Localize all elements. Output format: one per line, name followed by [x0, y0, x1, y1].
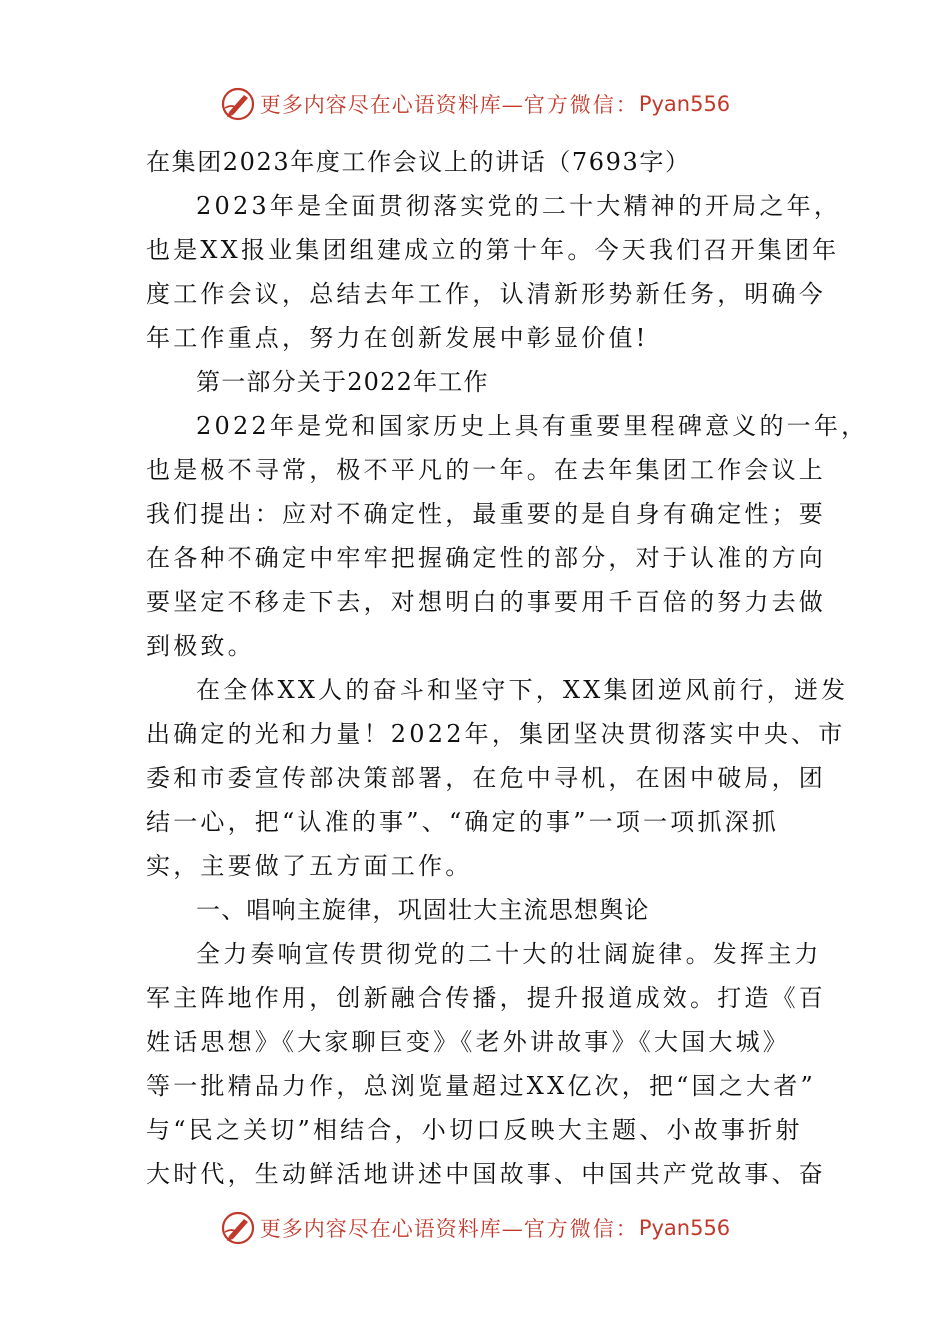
paragraph-line: 大时代，生动鲜活地讲述中国故事、中国共产党故事、奋 [146, 1160, 826, 1188]
document-body [146, 140, 869, 1196]
paragraph-line: 2023年是全面贯彻落实党的二十大精神的开局之年， [196, 192, 842, 220]
paragraph-line: 等一批精品力作，总浏览量超过XX亿次，把“国之大者” [146, 1072, 816, 1100]
banner-wechat-label: 官方微信： [523, 1217, 639, 1241]
banner-wechat-id: Pyan556 [638, 1216, 731, 1240]
paragraph-line: 在各种不确定中牢牢把握确定性的部分，对于认准的方向 [146, 544, 826, 572]
paragraph-line: 结一心，把“认准的事”、“确定的事”一项一项抓深抓 [146, 808, 780, 836]
paragraph-line: 2022年是党和国家历史上具有重要里程碑意义的一年， [196, 412, 869, 440]
banner-wechat-id: Pyan556 [638, 92, 731, 116]
paragraph-line: 全力奏响宣传贯彻党的二十大的壮阔旋律。发挥主力 [196, 940, 822, 968]
paragraph-line: 我们提出：应对不确定性，最重要的是自身有确定性；要 [146, 500, 826, 528]
section-heading-line: 一、唱响主旋律，巩固壮大主流思想舆论 [196, 896, 650, 924]
paragraph-line: 年工作重点，努力在创新发展中彰显价值! [146, 324, 649, 352]
paragraph-line: 也是XX报业集团组建成立的第十年。今天我们召开集团年 [146, 236, 840, 264]
paragraph-line: 出确定的光和力量！2022年，集团坚决贯彻落实中央、市 [146, 720, 846, 748]
section-heading-line: 第一部分关于2022年工作 [196, 368, 489, 396]
header-banner [0, 82, 950, 126]
paragraph-line: 军主阵地作用，创新融合传播，提升报道成效。打造《百 [146, 984, 826, 1012]
paragraph-line: 要坚定不移走下去，对想明白的事要用千百倍的努力去做 [146, 588, 826, 616]
document-title: 在集团2023年度工作会议上的讲话（7693字） [146, 148, 691, 176]
paragraph-line: 也是极不寻常，极不平凡的一年。在去年集团工作会议上 [146, 456, 826, 484]
paragraph-line: 实，主要做了五方面工作。 [146, 852, 473, 880]
paragraph-line: 与“民之关切”相结合，小切口反映大主题、小故事折射 [146, 1116, 803, 1144]
paragraph-line: 姓话思想》《大家聊巨变》《老外讲故事》《大国大城》 [146, 1028, 790, 1056]
banner-wechat-label: 官方微信： [523, 93, 639, 117]
banner-text: 更多内容尽在心语资料库— [259, 93, 524, 117]
paragraph-line: 度工作会议，总结去年工作，认清新形势新任务，明确今 [146, 280, 826, 308]
pen-logo-icon [220, 1210, 256, 1246]
paragraph-line: 在全体XX人的奋斗和坚守下，XX集团逆风前行，迸发 [196, 676, 849, 704]
paragraph-line: 委和市委宣传部决策部署，在危中寻机，在困中破局，团 [146, 764, 826, 792]
footer-banner [0, 1206, 950, 1250]
paragraph-line: 到极致。 [146, 632, 255, 660]
pen-logo-icon [220, 86, 256, 122]
banner-text: 更多内容尽在心语资料库— [259, 1217, 524, 1241]
